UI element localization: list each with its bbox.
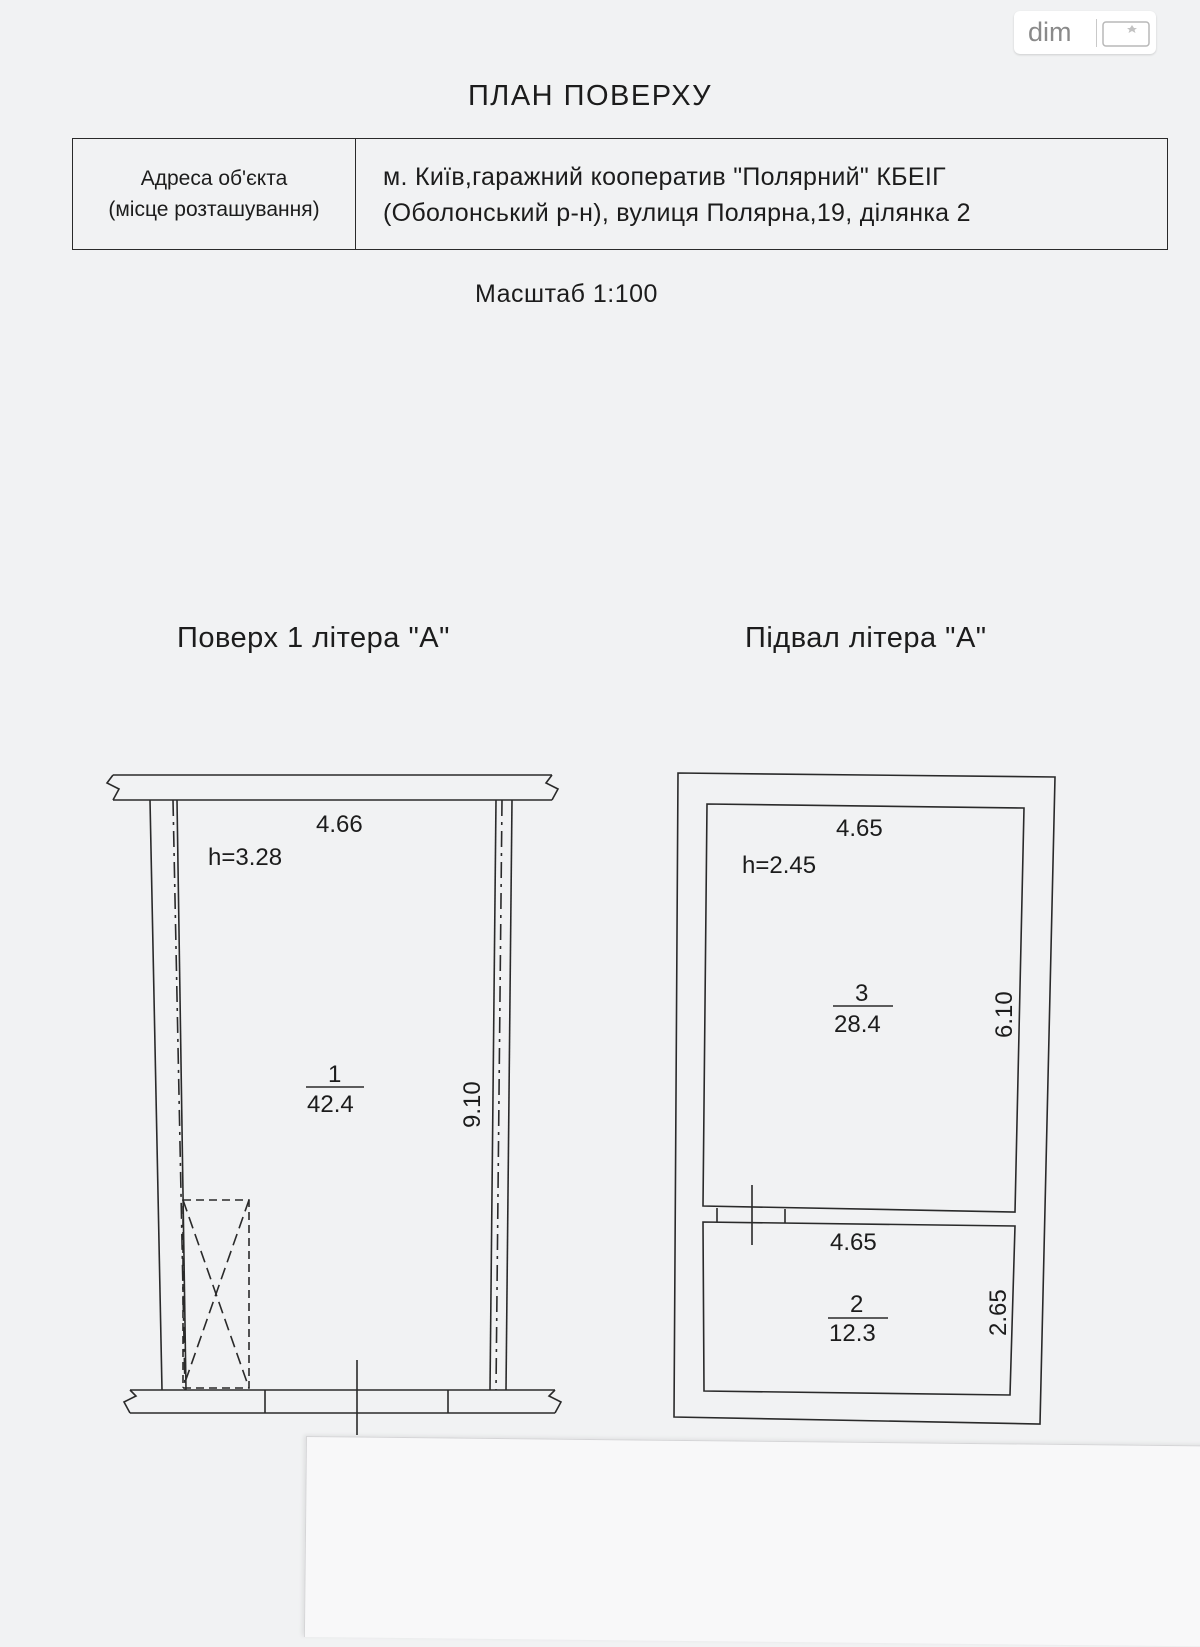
watermark-dim-text: dim (1028, 17, 1072, 47)
floor1-width-label: 4.66 (316, 811, 363, 838)
basement-room3-width-label: 4.65 (836, 815, 883, 842)
address-value-line1: м. Київ,гаражний кооператив "Полярний" КБЕІГ (383, 163, 946, 191)
overlapping-paper-sheet (304, 1436, 1200, 1647)
floor1-left-wall-inner (177, 800, 186, 1390)
address-label-line2: (місце розташування) (108, 198, 320, 221)
basement-room3-length-label: 6.10 (991, 991, 1018, 1038)
basement-room2-width-label: 4.65 (830, 1229, 877, 1256)
basement-room2-area: 12.3 (829, 1320, 876, 1347)
address-value-line2: (Оболонський р-н), вулиця Полярна,19, ділянка 2 (383, 199, 971, 227)
floor1-break-mark-right-bottom (549, 1390, 561, 1413)
floor1-room-number: 1 (328, 1061, 342, 1088)
basement-room2-number: 2 (850, 1291, 864, 1318)
scale-label: Масштаб 1:100 (475, 280, 658, 308)
page-title: ПЛАН ПОВЕРХУ (467, 80, 713, 112)
floor1-right-wall-inner (490, 800, 496, 1390)
address-label-line1: Адреса об'єкта (140, 167, 288, 190)
floor1-title: Поверх 1 літера "А" (177, 622, 450, 654)
basement-height-label: h=2.45 (742, 852, 817, 879)
basement-room3-area: 28.4 (834, 1011, 881, 1038)
basement-title: Підвал літера "А" (745, 622, 987, 654)
floor1-length-label: 9.10 (459, 1081, 486, 1128)
floor1-break-mark-right-top (546, 775, 558, 800)
floor1-right-wall-axis (496, 800, 502, 1390)
basement-room3-number: 3 (855, 980, 869, 1007)
floor1-room-area: 42.4 (307, 1091, 354, 1118)
floor1-break-mark-left-bottom (124, 1390, 136, 1413)
floor1-right-wall-outer (506, 800, 512, 1390)
basement-room2-length-label: 2.65 (985, 1289, 1012, 1336)
floor1-left-wall-outer (150, 800, 162, 1390)
floor1-break-mark-left-top (107, 775, 119, 800)
floor1-height-label: h=3.28 (208, 844, 283, 871)
